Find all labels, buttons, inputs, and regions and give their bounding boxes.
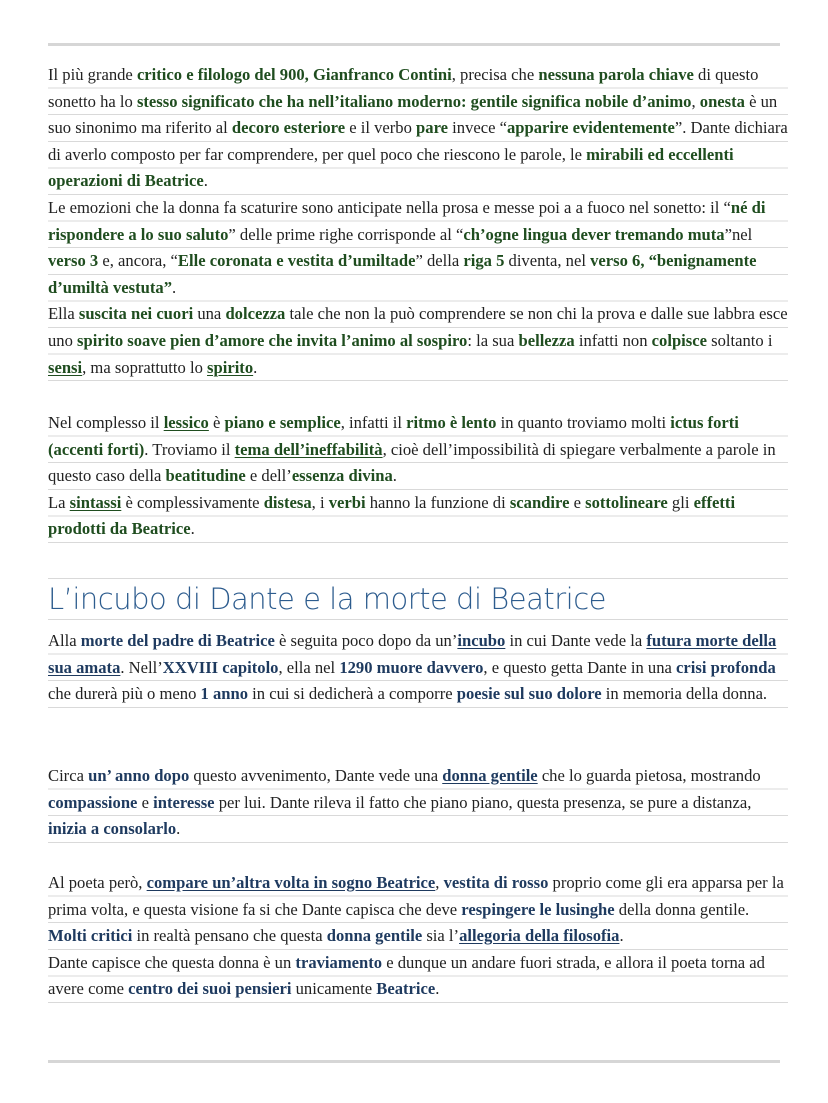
highlight: distesa: [263, 492, 312, 512]
text: ,: [691, 91, 700, 111]
text: in realtà pensano che questa: [132, 926, 327, 946]
text: . Troviamo il: [144, 439, 235, 459]
highlight: interesse: [153, 792, 215, 812]
highlight: verso 3: [48, 251, 99, 271]
highlight: riga 5: [463, 251, 505, 271]
highlight: Molti critici: [48, 926, 133, 946]
text: in quanto troviamo molti: [496, 413, 671, 432]
text: una: [193, 304, 226, 324]
text: che durerà più o meno: [48, 684, 201, 704]
highlight: tema dell’ineffabilità: [234, 439, 383, 459]
text: in memoria della donna.: [601, 684, 768, 704]
text: , cioè dell’impossibilità di spiegare verbalmente a parole in questo caso della: [48, 439, 776, 486]
text: , precisa che: [451, 65, 539, 84]
text: soltanto i: [706, 330, 773, 350]
highlight: scandire: [509, 492, 570, 512]
text: , ella nel: [278, 657, 340, 677]
highlight: Beatrice: [376, 979, 436, 999]
text: in cui si dedicherà a comporre: [248, 684, 457, 704]
highlight: ictus forti (accenti forti): [48, 413, 739, 459]
highlight: verso 6, “benignamente d’umiltà vestuta”: [48, 251, 757, 297]
text: ,: [435, 873, 444, 892]
highlight: beatitudine: [165, 466, 246, 486]
text: . Nell’: [120, 657, 163, 677]
text: .: [203, 171, 208, 191]
highlight: piano e semplice: [224, 413, 341, 432]
text: .: [392, 466, 397, 486]
highlight: compassione: [48, 792, 138, 812]
highlight: onesta: [699, 91, 745, 111]
text: La: [48, 492, 70, 512]
text: che lo guarda pietosa, mostrando: [537, 766, 761, 785]
text: e il verbo: [345, 118, 417, 138]
text: .: [176, 819, 181, 839]
highlight: 1290 muore davvero: [339, 657, 484, 677]
text: , i: [311, 492, 329, 512]
highlight: spirito soave pien d’amore che invita l’animo al sospiro: [77, 330, 468, 350]
highlight: spirito: [207, 357, 254, 377]
highlight: apparire evidentemente: [506, 118, 675, 138]
highlight: sensi: [48, 357, 83, 377]
text: Ella: [48, 304, 79, 324]
text: infatti non: [574, 330, 652, 350]
highlight: lessico: [163, 413, 209, 432]
text: e dunque un andare fuori strada, e allora il poeta torna ad avere come: [48, 952, 765, 999]
text: è complessivamente: [121, 492, 264, 512]
text: Alla: [48, 631, 81, 650]
paragraph-sogno: [48, 870, 788, 1003]
text: unicamente: [291, 979, 377, 999]
text: Il più grande: [48, 65, 137, 84]
text: Circa: [48, 766, 89, 785]
bottom-divider: [48, 1060, 780, 1063]
highlight: inizia a consolarlo: [48, 819, 177, 839]
text: , infatti il: [340, 413, 407, 432]
highlight: né di rispondere a lo suo saluto: [48, 197, 766, 244]
highlight: sintassi: [69, 492, 122, 512]
text: : la sua: [467, 330, 519, 350]
text: , e questo getta Dante in una: [483, 657, 677, 677]
text: gli: [667, 492, 694, 512]
top-divider: [48, 43, 780, 46]
highlight: essenza divina: [291, 466, 393, 486]
text: sia l’: [422, 926, 460, 946]
text: Dante capisce che questa donna è un: [48, 952, 296, 972]
text: di questo sonetto ha lo: [48, 65, 759, 111]
highlight: stesso significato che ha nell’italiano moderno: gentile significa nobile d’animo: [136, 91, 692, 111]
text: e: [137, 792, 154, 812]
text: Al poeta però,: [48, 873, 147, 892]
text: questo avvenimento, Dante vede una: [189, 766, 443, 785]
highlight: donna gentile: [326, 926, 423, 946]
paragraph-contini: [48, 62, 788, 381]
text: Le emozioni che la donna fa scaturire sono anticipate nella prosa e messe poi a a fuoco nel sonetto: il “: [48, 197, 731, 217]
text: .: [253, 357, 258, 377]
highlight: decoro esteriore: [231, 118, 346, 138]
highlight: donna gentile: [442, 766, 538, 785]
highlight: allegoria della filosofia: [459, 926, 620, 946]
paragraph-lessico: [48, 410, 788, 543]
text: per lui. Dante rileva il fatto che piano piano, questa presenza, se pure a distanza,: [214, 792, 752, 812]
highlight: bellezza: [518, 330, 575, 350]
text: hanno la funzione di: [365, 492, 510, 512]
text: ” delle prime righe corrisponde al “: [228, 224, 464, 244]
highlight: 1 anno: [200, 684, 249, 704]
text: diventa, nel: [504, 251, 591, 271]
text: ”. Dante dichiara di averlo composto per far comprendere, per quel poco che riescono le parole, le: [48, 118, 788, 164]
highlight: colpisce: [651, 330, 707, 350]
text: in cui Dante vede la: [505, 631, 647, 650]
text: invece “: [448, 118, 507, 138]
text: è un suo sinonimo ma riferito al: [48, 91, 778, 138]
highlight: morte del padre di Beatrice: [80, 631, 275, 650]
highlight: critico e filologo del 900, Gianfranco Contini: [136, 65, 452, 84]
text: .: [619, 926, 624, 946]
text: della donna gentile.: [614, 899, 750, 919]
text: e dell’: [245, 466, 292, 486]
highlight: incubo: [457, 631, 506, 650]
highlight: poesie sul suo dolore: [456, 684, 602, 704]
text: è seguita poco dopo da un’: [274, 631, 458, 650]
highlight: dolcezza: [225, 304, 286, 324]
text: ” della: [415, 251, 464, 271]
highlight: compare un’altra volta in sogno Beatrice: [146, 873, 436, 892]
section-heading: L’incubo di Dante e la morte di Beatrice: [48, 578, 788, 620]
highlight: centro dei suoi pensieri: [128, 979, 292, 999]
text: tale che non la può comprendere se non chi la prova e dalle sue labbra esce uno: [48, 304, 788, 350]
paragraph-incubo: [48, 628, 788, 708]
highlight: vestita di rosso: [443, 873, 549, 892]
highlight: nessuna parola chiave: [538, 65, 694, 84]
highlight: verbi: [328, 492, 366, 512]
highlight: pare: [416, 118, 449, 138]
highlight: suscita nei cuori: [78, 304, 194, 324]
highlight: sottolineare: [585, 492, 668, 512]
text: e: [569, 492, 586, 512]
highlight: respingere le lusinghe: [461, 899, 615, 919]
text: .: [435, 979, 440, 999]
text: proprio come gli era apparsa per la prima volta, e questa visione fa si che Dante capisca che deve: [48, 873, 784, 919]
text: ”nel: [724, 224, 753, 244]
highlight: un’ anno dopo: [88, 766, 190, 785]
highlight: XXVIII capitolo: [162, 657, 279, 677]
highlight: ritmo è lento: [406, 413, 497, 432]
highlight: traviamento: [295, 952, 383, 972]
highlight: futura morte della sua amata: [48, 631, 777, 677]
highlight: crisi profonda: [676, 657, 776, 677]
text: .: [172, 277, 177, 297]
highlight: Elle coronata e vestita d’umiltade: [177, 251, 416, 271]
highlight: ch’ogne lingua dever tremando muta: [463, 224, 725, 244]
paragraph-donna-gentile: [48, 763, 788, 843]
text: è: [208, 413, 225, 432]
text: .: [190, 519, 195, 539]
text: , ma soprattutto lo: [82, 357, 208, 377]
text: Nel complesso il: [48, 413, 164, 432]
highlight: mirabili ed eccellenti operazioni di Beatrice: [48, 144, 734, 191]
highlight: effetti prodotti da Beatrice: [48, 492, 736, 539]
text: e, ancora, “: [98, 251, 178, 271]
